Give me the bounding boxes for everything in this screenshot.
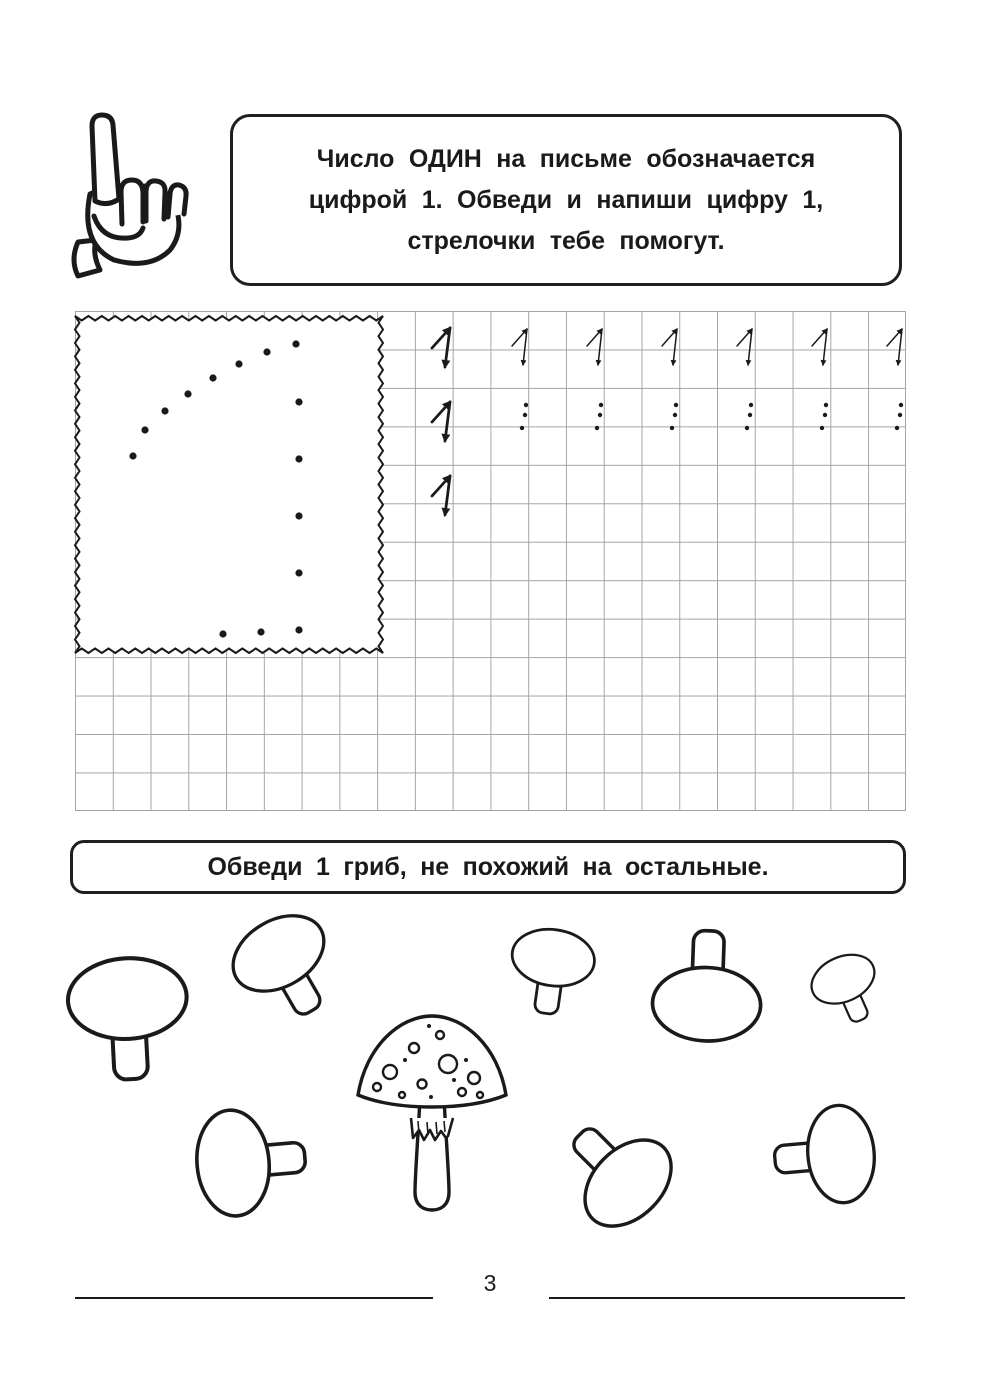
mushroom-icon[interactable] <box>193 1104 310 1219</box>
digit-one-trace-glyph[interactable] <box>882 323 906 367</box>
mushroom-field <box>40 895 960 1250</box>
digit-one-dot-guide[interactable] <box>513 399 533 437</box>
numeral-dot <box>219 630 226 637</box>
footer-rule-left <box>75 1297 433 1299</box>
digit-one-trace-glyph[interactable] <box>582 323 606 367</box>
digit-one-dot-guide[interactable] <box>663 399 683 437</box>
numeral-dot <box>161 407 168 414</box>
mushroom-icon[interactable] <box>651 929 763 1043</box>
hand-folded-finger <box>121 180 143 224</box>
hand-folded-finger <box>146 181 165 221</box>
digit-one-trace-glyph[interactable] <box>807 323 831 367</box>
mushroom-icon[interactable] <box>220 900 354 1035</box>
mushroom-icon[interactable] <box>505 924 599 1019</box>
numeral-dot <box>295 512 302 519</box>
numeral-dot <box>295 626 302 633</box>
digit-one-dot-guide[interactable] <box>888 399 908 437</box>
footer-rule-right <box>549 1297 905 1299</box>
instruction-line: Обведи 1 гриб, не похожий на остальные. <box>207 852 769 881</box>
hand-folded-finger <box>168 185 186 217</box>
hand-index-finger <box>92 115 119 204</box>
spotted-mushroom-icon[interactable] <box>358 1016 506 1210</box>
digit-one-model-glyph <box>427 321 463 371</box>
digit-one-dot-guide[interactable] <box>588 399 608 437</box>
page-number: 3 <box>483 1270 497 1296</box>
instruction-line: Число ОДИН на письме обозначается <box>316 144 816 173</box>
digit-one-model-glyph <box>427 469 463 519</box>
numeral-dot <box>257 628 264 635</box>
digit-one-dot-guide[interactable] <box>813 399 833 437</box>
instruction-box-top <box>230 114 902 286</box>
numeral-dot <box>295 398 302 405</box>
digit-one-trace-glyph[interactable] <box>507 323 531 367</box>
numeral-dot <box>235 360 242 367</box>
digit-one-trace-glyph[interactable] <box>732 323 756 367</box>
mushroom-icon[interactable] <box>66 955 191 1082</box>
numeral-dot <box>141 426 148 433</box>
digit-one-model-glyph <box>427 395 463 445</box>
mushroom-icon[interactable] <box>804 945 891 1033</box>
mushroom-icon[interactable] <box>544 1099 688 1243</box>
pointing-hand-icon <box>58 104 198 289</box>
instruction-box-mushrooms <box>70 840 906 894</box>
instruction-line: стрелочки тебе помогут. <box>407 226 725 255</box>
dotted-numeral-box <box>68 309 390 660</box>
numeral-dot <box>295 455 302 462</box>
numeral-dot <box>184 390 191 397</box>
numeral-dot <box>295 569 302 576</box>
digit-one-trace-glyph[interactable] <box>657 323 681 367</box>
numeral-dot <box>129 452 136 459</box>
digit-one-dot-guide[interactable] <box>738 399 758 437</box>
mushroom-icon[interactable] <box>771 1103 878 1209</box>
numeral-dot <box>263 348 270 355</box>
numeral-dot <box>292 340 299 347</box>
instruction-line: цифрой 1. Обведи и напиши цифру 1, <box>308 185 824 214</box>
numeral-dot <box>209 374 216 381</box>
